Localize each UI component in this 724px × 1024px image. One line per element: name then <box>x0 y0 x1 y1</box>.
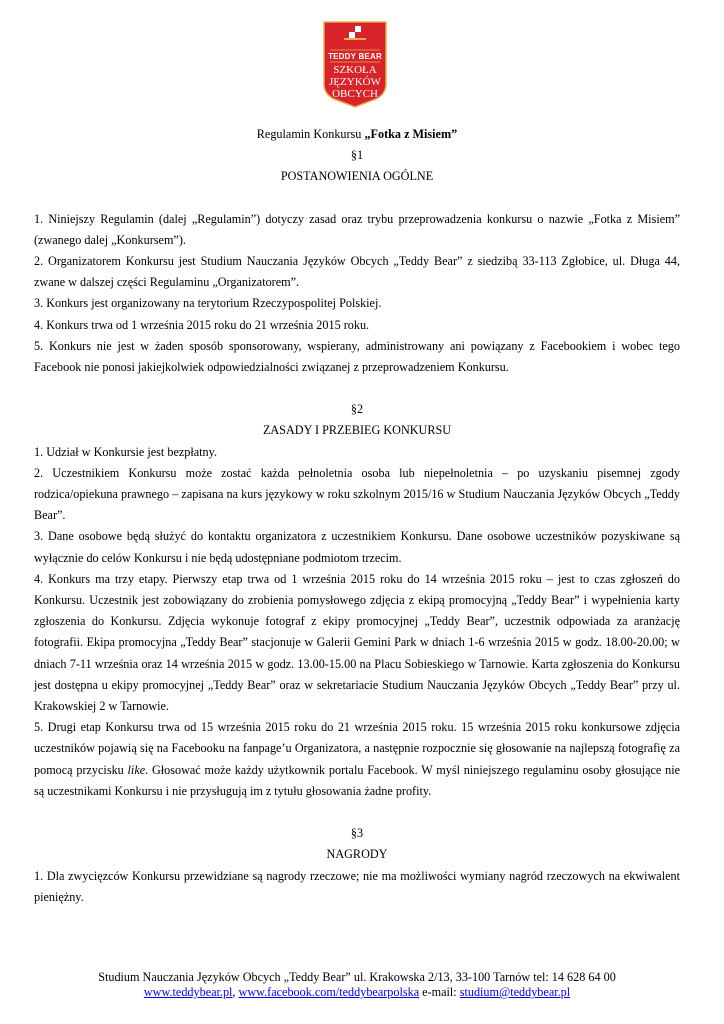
section-2-heading: ZASADY I PRZEBIEG KONKURSU <box>262 423 452 438</box>
s1-item-1: 1. Niniejszy Regulamin (dalej „Regulamin”) dotyczy zasad oraz trybu przeprowadzenia konkursu o nazwie „Fotka z Misiem” (zwanego dalej „Konkursem”). <box>34 211 680 247</box>
contest-name: „Fotka z Misiem” <box>364 127 458 141</box>
section-3-heading: NAGRODY <box>326 847 388 862</box>
s1-item-3: 3. Konkurs jest organizowany na terytorium Rzeczypospolitej Polskiej. <box>34 296 382 311</box>
email-link[interactable]: studium@teddybear.pl <box>459 985 571 999</box>
logo-line-3: OBCYCH <box>332 88 378 100</box>
s1-item-4: 4. Konkurs trwa od 1 września 2015 roku do 21 września 2015 roku. <box>34 317 370 332</box>
section-3-number: §3 <box>350 826 364 841</box>
facebook-link[interactable]: www.facebook.com/teddybearpolska <box>238 985 420 999</box>
footer-links: www.teddybear.pl, www.facebook.com/teddybearpolska e-mail: studium@teddybear.pl <box>143 985 571 999</box>
logo-brand: TEDDY BEAR <box>328 52 382 61</box>
s2-item-1: 1. Udział w Konkursie jest bezpłatny. <box>34 444 217 459</box>
section-1-number: §1 <box>350 148 364 163</box>
s2-item-3: 3. Dane osobowe będą służyć do kontaktu organizatora z uczestnikiem Konkursu. Dane osobowe uczestników pozyskiwane są wyłącznie do celów Konkursu i nie będą udostępniane podmiotom trzecim. <box>34 529 680 565</box>
s2-item-5: 5. Drugi etap Konkursu trwa od 15 września 2015 roku do 21 września 2015 roku. 15 września 2015 roku konkursowe zdjęcia uczestników pojawią się na Facebooku na fanpage’u Organizatora, a następnie rozpocznie się głosowanie na najlepszą fotografię za pomocą przycisku like. Głosować może każdy użytkownik portalu Facebook. W myśl niniejszego regulaminu osoby głosujące nie są uczestnikami Konkursu i nie przysługują im z tytułu głosowania żadne profity. <box>34 720 680 798</box>
document-title <box>34 124 680 145</box>
section-2-number: §2 <box>350 402 364 417</box>
s3-item-1: 1. Dla zwycięzców Konkursu przewidziane są nagrody rzeczowe; nie ma możliwości wymiany nagród rzeczowych na ekwiwalent pieniężny. <box>34 868 680 904</box>
regulations-body <box>34 124 680 908</box>
section-1-heading: POSTANOWIENIA OGÓLNE <box>280 169 434 184</box>
s1-item-2: 2. Organizatorem Konkursu jest Studium Nauczania Języków Obcych „Teddy Bear” z siedzibą 33-113 Zgłobice, ul. Długa 44, zwane w dalszej części Regulaminu „Organizatorem”. <box>34 254 680 290</box>
page-footer <box>34 970 680 1000</box>
like-word: like <box>127 762 146 777</box>
s2-item-4: 4. Konkurs ma trzy etapy. Pierwszy etap trwa od 1 września 2015 roku do 14 września 2015 roku – jest to czas zgłoszeń do Konkursu. Uczestnik jest zobowiązany do zrobienia pomysłowego zdjęcia z ekipą promocyjną „Teddy Bear” i wypełnienia karty zgłoszenia do Konkursu. Zdjęcia wykonuje fotograf z ekipy promocyjnej „Teddy Bear”, uczestnik odpowiada za aranżację fotografii. Ekipa promocyjna „Teddy Bear” stacjonuje w Galerii Gemini Park w dniach 1-6 września 2015 w godz. 18.00-20.00; w dniach 7-11 września oraz 14 września 2015 w godz. 13.00-15.00 na Placu Sobieskiego w Tarnowie. Karta zgłoszenia do Konkursu jest dostępna u ekipy promocyjnej „Teddy Bear” oraz w sekretariacie Studium Nauczania Języków Obcych „Teddy Bear” przy ul. Krakowskiej 2 w Tarnowie. <box>34 571 680 714</box>
logo-line-2: JĘZYKÓW <box>329 76 381 88</box>
school-logo <box>320 20 390 108</box>
footer-address: Studium Nauczania Języków Obcych „Teddy Bear” ul. Krakowska 2/13, 33-100 Tarnów tel: 14 628 64 00 <box>98 970 616 984</box>
logo-line-1: SZKOŁA <box>333 64 377 76</box>
title-prefix: Regulamin Konkursu <box>256 127 365 141</box>
s2-item-2: 2. Uczestnikiem Konkursu może zostać każda pełnoletnia osoba lub niepełnoletnia – po uzyskaniu pisemnej zgody rodzica/opiekuna prawnego – zapisana na kurs językowy w roku szkolnym 2015/16 w Studium Nauczania Języków Obcych „Teddy Bear”. <box>34 465 680 523</box>
website-link[interactable]: www.teddybear.pl <box>143 985 233 999</box>
s1-item-5: 5. Konkurs nie jest w żaden sposób sponsorowany, wspierany, administrowany ani powiązany z Facebookiem i wobec tego Facebook nie ponosi jakiejkolwiek odpowiedzialności związanej z przeprowadzeniem Konkursu. <box>34 338 680 375</box>
